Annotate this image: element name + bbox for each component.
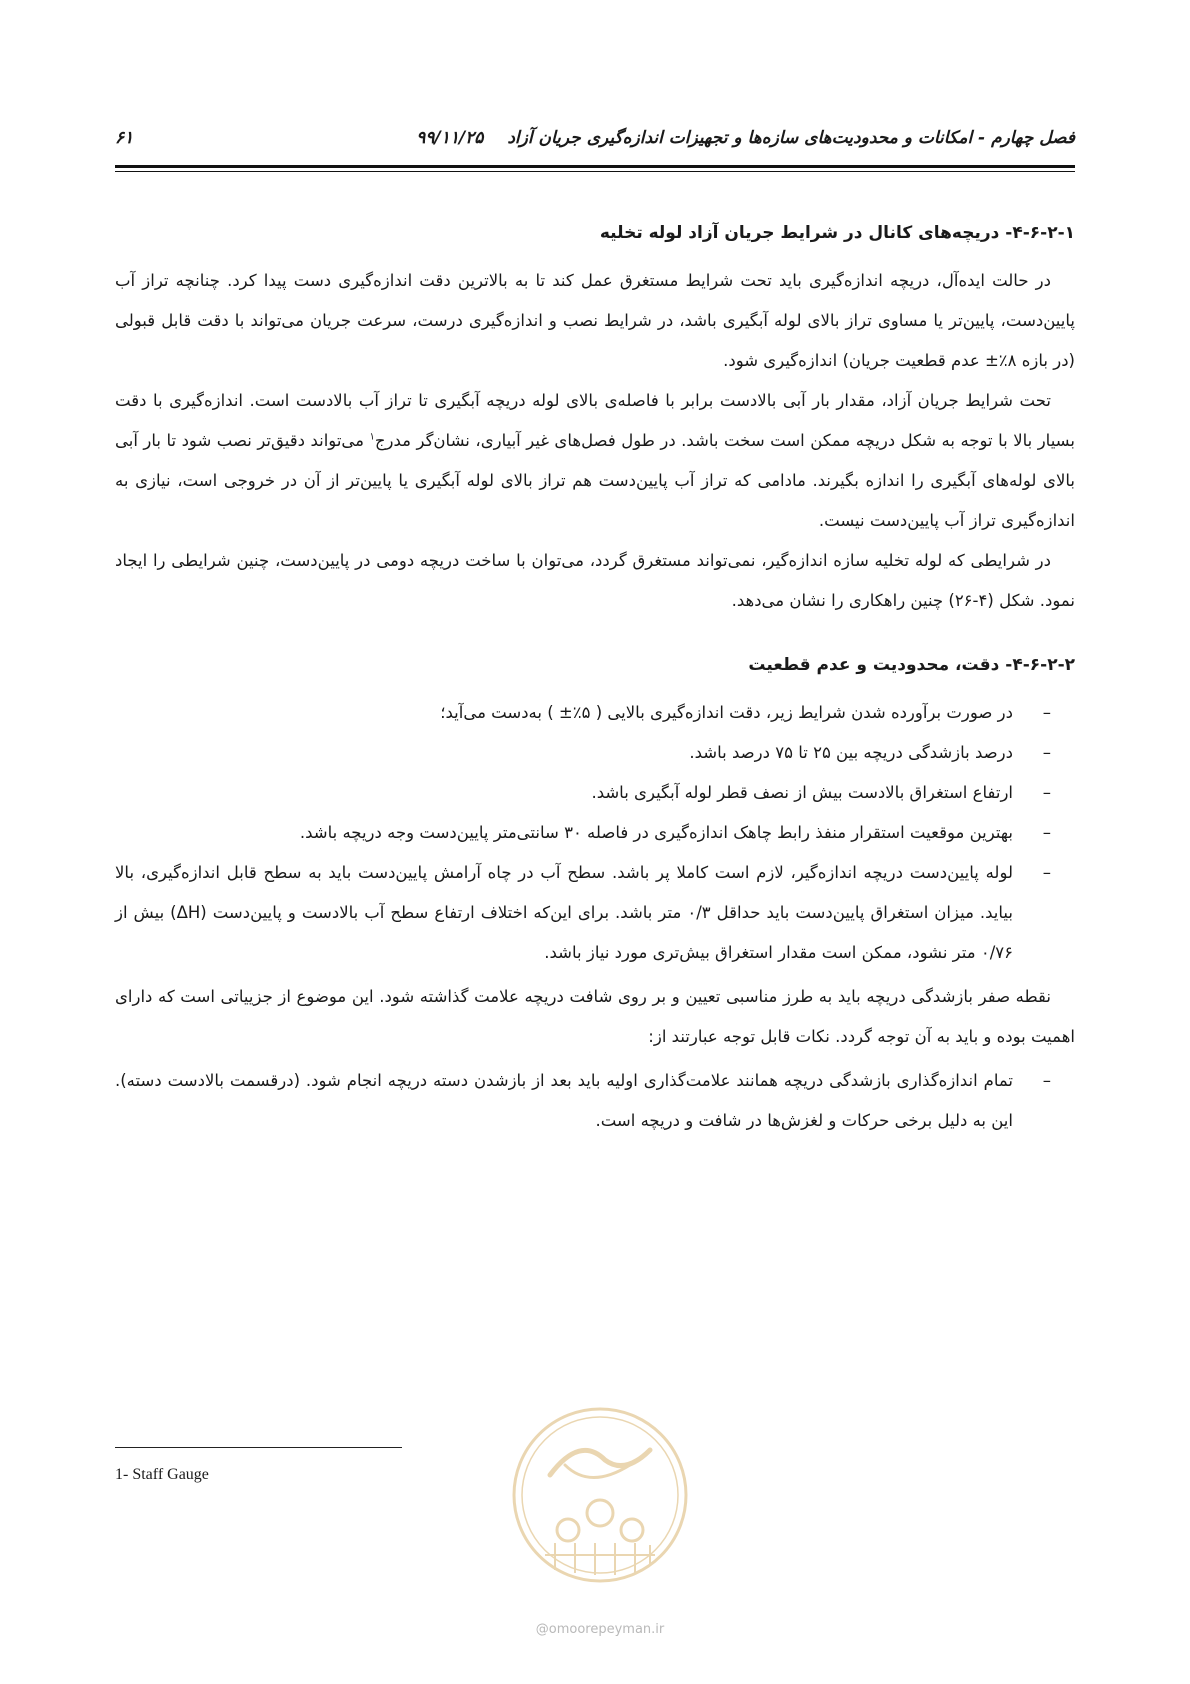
list-item-text: تمام اندازه‌گذاری بازشدگی دریچه همانند علامت‌گذاری اولیه باید بعد از بازشدن دسته دریچه انجام شود. (درقسمت بالادست دسته). این به دلیل برخی حرکات و لغزش‌ها در شافت و دریچه است. — [115, 1071, 1013, 1130]
chapter-title — [416, 128, 1075, 148]
list-item — [115, 773, 1075, 813]
footnote-rule — [115, 1447, 402, 1448]
list-item-text: درصد بازشدگی دریچه بین ۲۵ تا ۷۵ درصد باشد. — [689, 743, 1013, 762]
list-item-text: در صورت برآورده شدن شرایط زیر، دقت اندازه‌گیری بالایی ( ۵٪± ) به‌دست می‌آید؛ — [440, 703, 1013, 722]
header-rule-thick — [115, 165, 1075, 168]
section-heading-2: ۴-۶-۲-۲- دقت، محدودیت و عدم قطعیت — [748, 655, 1075, 675]
section-heading-1: ۴-۶-۲-۱- دریچه‌های کانال در شرایط جریان آزاد لوله تخلیه — [599, 223, 1075, 243]
header-date: ۹۹/۱۱/۲۵ — [416, 128, 484, 148]
list-item — [115, 853, 1075, 973]
footnote: 1- Staff Gauge — [115, 1466, 209, 1483]
paragraph-2-part-b: می‌تواند دقیق‌تر نصب شود تا بار آبی بالای لوله‌های آبگیری را اندازه بگیرند. مادامی که تراز آب پایین‌دست هم تراز بالای لوله آبگیری یا پایین‌تر از آن در خروجی است، نیازی به اندازه‌گیری تراز آب پایین‌دست نیست. — [115, 431, 1075, 530]
list-item — [115, 693, 1075, 733]
dash-bullet: – — [1042, 823, 1051, 842]
dash-bullet: – — [1042, 703, 1051, 722]
dash-bullet: – — [1042, 743, 1051, 762]
dash-bullet: – — [1042, 1071, 1051, 1090]
conditions-list — [115, 693, 1075, 973]
paragraph-2-part-a: تحت شرایط جریان آزاد، مقدار بار آبی بالادست برابر با فاصله‌ی بالای لوله دریچه آبگیری تا تراز آب بالادست است. اندازه‌گیری با دقت بسیار بالا با توجه به شکل دریچه ممکن است سخت باشد. در طول فصل‌های غیر آبیاری، نشان‌گر مدرج — [115, 391, 1075, 450]
paragraph-4: نقطه صفر بازشدگی دریچه باید به طرز مناسبی تعیین و بر روی شافت دریچه علامت گذاشته شود. این موضوع از جزییاتی است که دارای اهمیت بوده و باید به آن توجه گردد. نکات قابل توجه عبارتند از: — [115, 987, 1075, 1046]
chapter-title-text: فصل چهارم - امکانات و محدودیت‌های سازه‌ها و تجهیزات اندازه‌گیری جریان آزاد — [507, 128, 1075, 148]
list-item — [115, 1061, 1075, 1141]
header-rule-thin — [115, 171, 1075, 172]
page-number: ۶۱ — [115, 128, 134, 148]
page-header — [115, 128, 1075, 168]
notes-list — [115, 1061, 1075, 1141]
watermark-logo-icon — [510, 1405, 690, 1585]
footnote-marker: ۱ — [369, 431, 375, 443]
paragraph-2 — [115, 381, 1075, 541]
watermark-url: @omoorepeyman.ir — [535, 1622, 665, 1637]
page-body — [115, 213, 1075, 1145]
list-item — [115, 733, 1075, 773]
paragraph-3: در شرایطی که لوله تخلیه سازه اندازه‌گیر، نمی‌تواند مستغرق گردد، می‌توان با ساخت دریچه دومی در پایین‌دست، چنین شرایطی را ایجاد نمود. شکل (۴-۲۶) چنین راهکاری را نشان می‌دهد. — [115, 551, 1075, 610]
list-item — [115, 813, 1075, 853]
paragraph-1: در حالت ایده‌آل، دریچه اندازه‌گیری باید تحت شرایط مستغرق عمل کند تا به بالاترین دقت اندازه‌گیری دست پیدا کرد. چنانچه تراز آب پایین‌دست، پایین‌تر یا مساوی تراز بالای لوله آبگیری باشد، در شرایط نصب و اندازه‌گیری درست، سرعت جریان می‌تواند با دقت قابل قبولی (در بازه ۸٪± عدم قطعیت جریان) اندازه‌گیری شود. — [115, 271, 1075, 370]
list-item-text: ارتفاع استغراق بالادست بیش از نصف قطر لوله آبگیری باشد. — [591, 783, 1013, 802]
dash-bullet: – — [1042, 783, 1051, 802]
dash-bullet: – — [1042, 863, 1051, 882]
list-item-text: لوله پایین‌دست دریچه اندازه‌گیر، لازم است کاملا پر باشد. سطح آب در چاه آرامش پایین‌دست باید به سطح قابل اندازه‌گیری، بالا بیاید. میزان استغراق پایین‌دست باید حداقل ۰/۳ متر باشد. برای این‌که اختلاف ارتفاع سطح آب بالادست و پایین‌دست (ΔH) بیش از ۰/۷۶ متر نشود، ممکن است مقدار استغراق بیش‌تری مورد نیاز باشد. — [115, 863, 1013, 962]
list-item-text: بهترین موقعیت استقرار منفذ رابط چاهک اندازه‌گیری در فاصله ۳۰ سانتی‌متر پایین‌دست وجه دریچه باشد. — [299, 823, 1013, 842]
